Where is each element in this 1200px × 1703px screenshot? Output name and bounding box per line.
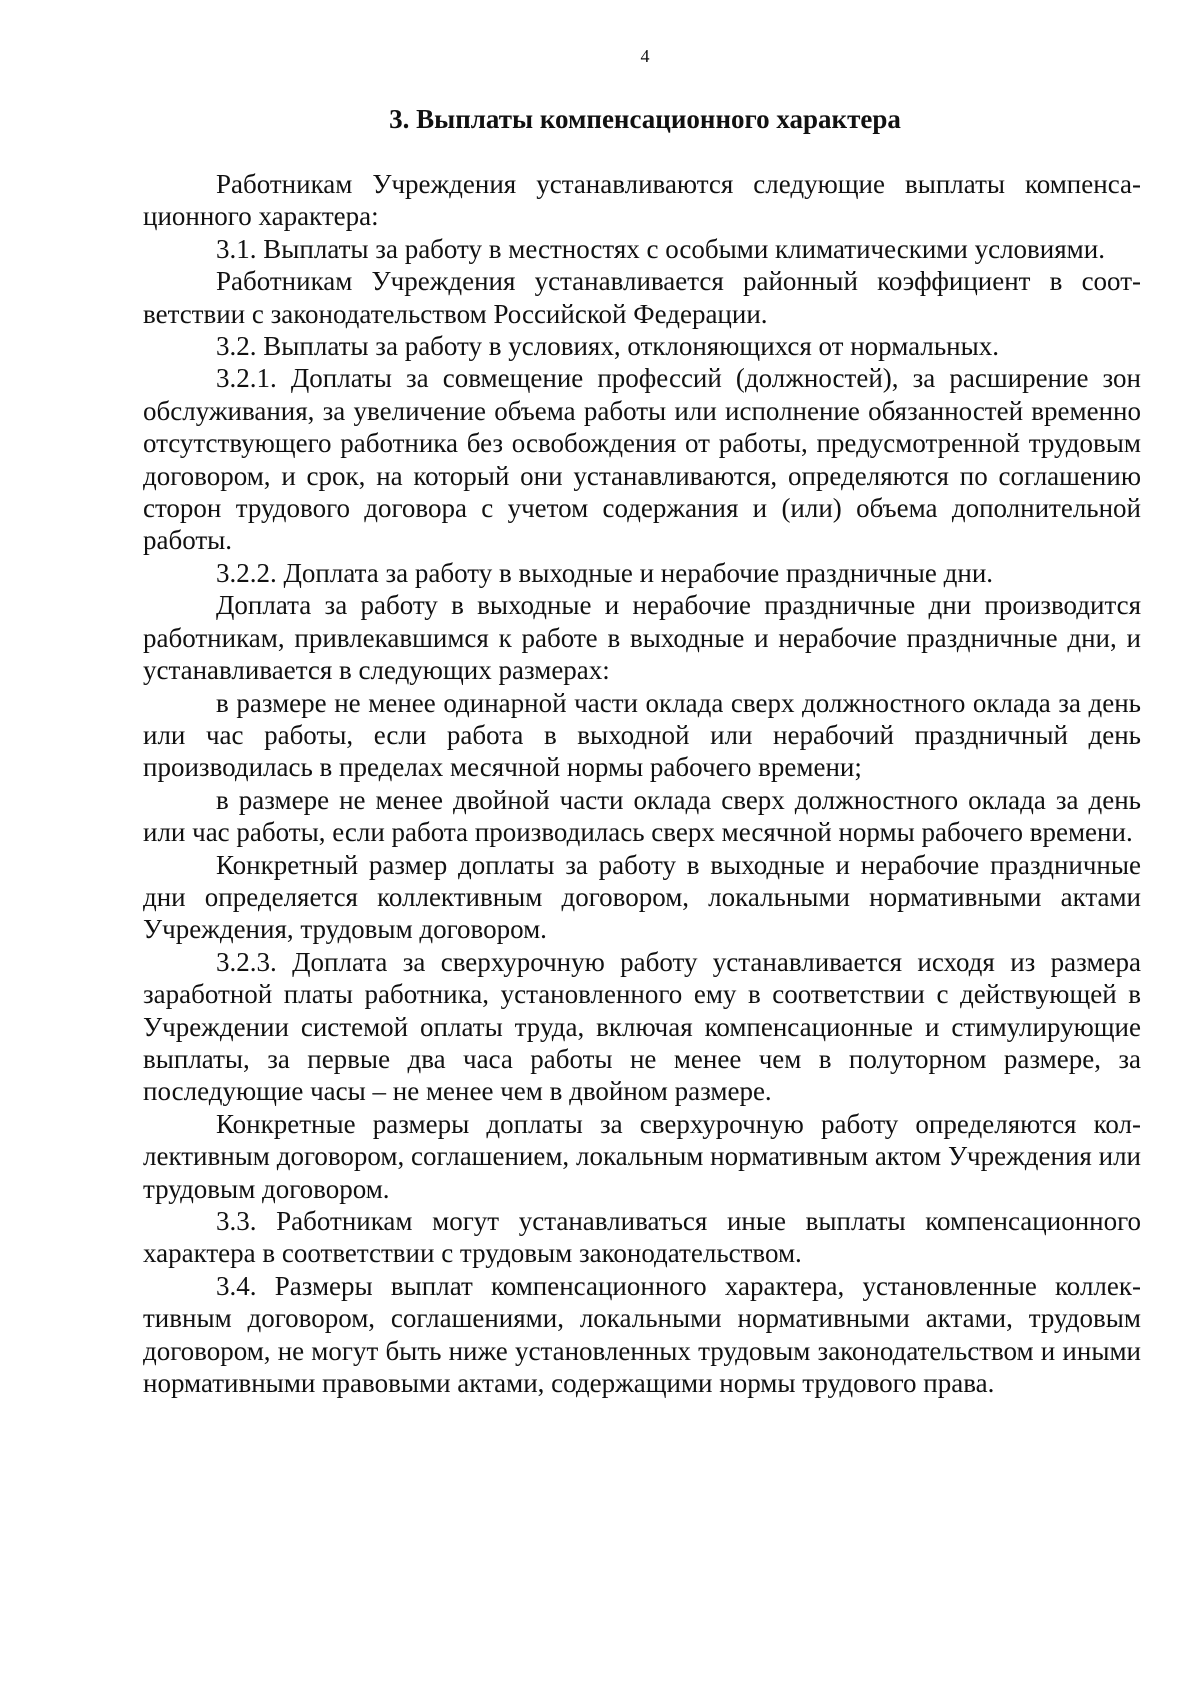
page-number: 4 — [640, 46, 650, 66]
paragraph-3-4: 3.4. Размеры выплат компенсационного характера, установленные коллективным договором, соглашениями, локальными нормативными актами, трудовым договором, не могут быть ниже установленных трудовым законодательством и иными нормативными правовыми актами, содержащими нормы трудового права. — [143, 1270, 1141, 1399]
paragraph-3-2-1: 3.2.1. Доплаты за совмещение профессий (должностей), за расширение зон обслуживания, за увеличение объема работы или исполнение обязанностей временно отсутствующего работника без освобождения от работы, предусмотренной трудовым договором, и срок, на который они устанавливаются, определяются по соглашению сторон трудового договора с учетом содержания и (или) объема дополнительной работы. — [143, 363, 1141, 556]
paragraph-regional-coefficient: Работникам Учреждения устанавливается районный коэффициент в соответствии с законодательством Российской Федерации. — [143, 266, 1141, 329]
document-body — [143, 168, 1141, 1399]
section-title: 3. Выплаты компенсационного характера — [389, 104, 901, 134]
paragraph-intro: Работникам Учреждения устанавливаются следующие выплаты компенсационного характера: — [143, 169, 1141, 232]
paragraph-3-1: 3.1. Выплаты за работу в местностях с особыми климатическими условиями. — [216, 233, 1105, 264]
paragraph-weekend-specific: Конкретный размер доплаты за работу в выходные и нерабочие праздничные дни определяется коллективным договором, локальными нормативными актами Учреждения, трудовым договором. — [143, 849, 1141, 945]
paragraph-single-rate: в размере не менее одинарной части оклада сверх должностного оклада за день или час работы, если работа в выходной или нерабочий праздничный день производилась в пределах месячной нормы рабочего времени; — [143, 687, 1141, 783]
paragraph-weekend-pay: Доплата за работу в выходные и нерабочие праздничные дни производится работникам, привлекавшимся к работе в выходные и нерабочие праздничные дни, и устанавливается в следующих размерах: — [143, 590, 1141, 686]
paragraph-3-2-3: 3.2.3. Доплата за сверхурочную работу устанавливается исходя из размера заработной платы работника, установленного ему в соответствии с действующей в Учреждении системой оплаты труда, включая компенсационные и стимулирующие выплаты, за первые два часа работы не менее чем в полуторном размере, за последующие часы – не менее чем в двойном размере. — [143, 946, 1141, 1107]
paragraph-3-2: 3.2. Выплаты за работу в условиях, отклоняющихся от нормальных. — [216, 331, 999, 362]
paragraph-3-2-2: 3.2.2. Доплата за работу в выходные и нерабочие праздничные дни. — [216, 557, 994, 588]
paragraph-3-3: 3.3. Работникам могут устанавливаться иные выплаты компенсационного характера в соответствии с трудовым законодательством. — [143, 1206, 1141, 1269]
paragraph-overtime-specific: Конкретные размеры доплаты за сверхурочную работу определяются коллективным договором, соглашением, локальным нормативным актом Учреждения или трудовым договором. — [143, 1108, 1141, 1204]
paragraph-double-rate: в размере не менее двойной части оклада сверх должностного оклада за день или час работы, если работа производилась сверх месячной нормы рабочего времени. — [143, 784, 1141, 848]
